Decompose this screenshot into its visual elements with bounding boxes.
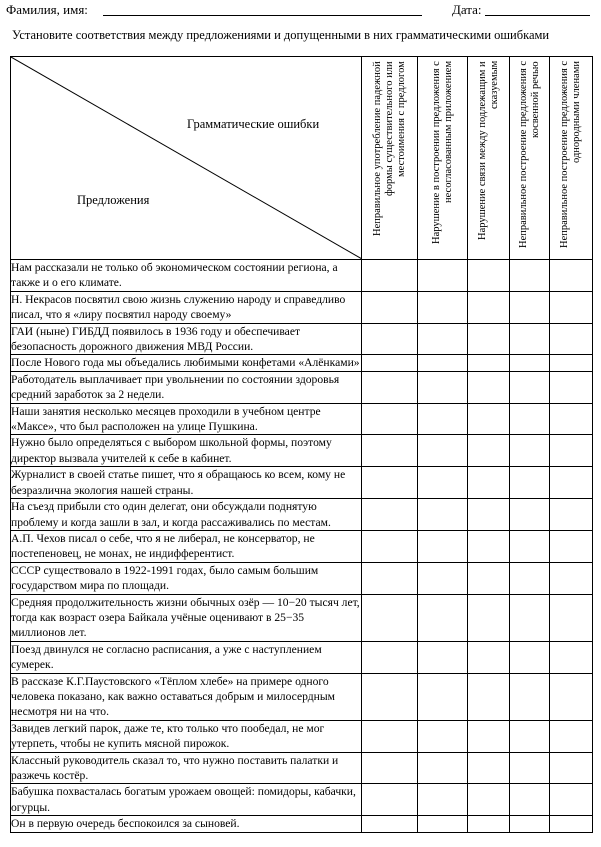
answer-cell[interactable] [468, 673, 510, 720]
diagonal-corner-cell [11, 57, 362, 260]
sentence-cell: Нужно было определяться с выбором школьной формы, поэтому директор вызвала учителей к себе в кабинет. [11, 435, 362, 467]
answer-cell[interactable] [362, 260, 418, 292]
matching-table [10, 56, 593, 833]
errors-axis-label: Грамматические ошибки [187, 117, 320, 131]
answer-cell[interactable] [362, 291, 418, 323]
answer-cell[interactable] [510, 594, 550, 641]
answer-cell[interactable] [468, 816, 510, 832]
answer-cell[interactable] [362, 435, 418, 467]
sentence-cell: Нам рассказали не только об экономическом состоянии региона, а также и о его климате. [11, 260, 362, 292]
sentence-cell: Он в первую очередь беспокоился за сыновей. [11, 816, 362, 832]
answer-cell[interactable] [468, 641, 510, 673]
table-row [11, 720, 593, 752]
answer-cell[interactable] [510, 499, 550, 531]
table-row [11, 530, 593, 562]
error-column-header [510, 57, 550, 260]
table-row [11, 467, 593, 499]
answer-cell[interactable] [418, 323, 468, 355]
answer-cell[interactable] [550, 355, 593, 371]
answer-cell[interactable] [418, 435, 468, 467]
answer-cell[interactable] [510, 435, 550, 467]
table-row [11, 641, 593, 673]
answer-cell[interactable] [550, 499, 593, 531]
answer-cell[interactable] [362, 720, 418, 752]
answer-cell[interactable] [550, 371, 593, 403]
table-row [11, 371, 593, 403]
answer-cell[interactable] [468, 355, 510, 371]
answer-cell[interactable] [510, 291, 550, 323]
answer-cell[interactable] [550, 435, 593, 467]
answer-cell[interactable] [550, 467, 593, 499]
error-column-header [362, 57, 418, 260]
answer-cell[interactable] [468, 784, 510, 816]
answer-cell[interactable] [362, 467, 418, 499]
answer-cell[interactable] [550, 323, 593, 355]
answer-cell[interactable] [550, 260, 593, 292]
answer-cell[interactable] [510, 403, 550, 435]
answer-cell[interactable] [468, 530, 510, 562]
answer-cell[interactable] [362, 816, 418, 832]
answer-cell[interactable] [468, 435, 510, 467]
sentence-cell: В рассказе К.Г.Паустовского «Тёплом хлебе» на примере одного человека показано, как важно оставаться добрым и милосердным несмотря ни на что. [11, 673, 362, 720]
error-column-header [468, 57, 510, 260]
table-row [11, 403, 593, 435]
answer-cell[interactable] [418, 291, 468, 323]
sentence-cell: Работодатель выплачивает при увольнении по состоянии здоровья средний заработок за 2 недели. [11, 371, 362, 403]
answer-cell[interactable] [362, 371, 418, 403]
date-label: Дата: [452, 2, 482, 17]
answer-cell[interactable] [468, 371, 510, 403]
date-blank-line[interactable] [485, 15, 590, 16]
sentence-cell: А.П. Чехов писал о себе, что я не либерал, не консерватор, не постепеновец, не монах, не индифферентист. [11, 530, 362, 562]
table-row [11, 673, 593, 720]
answer-cell[interactable] [468, 752, 510, 784]
error-column-label: Неправильное построение предложения с косвенной речью [517, 61, 541, 249]
answer-cell[interactable] [468, 594, 510, 641]
answer-cell[interactable] [418, 752, 468, 784]
answer-cell[interactable] [510, 371, 550, 403]
answer-cell[interactable] [418, 784, 468, 816]
answer-cell[interactable] [362, 499, 418, 531]
table-row [11, 816, 593, 832]
answer-cell[interactable] [468, 720, 510, 752]
error-column-label: Нарушение связи между подлежащим и сказуемым [476, 61, 500, 240]
answer-cell[interactable] [510, 467, 550, 499]
sentence-cell: Журналист в своей статье пишет, что я обращаюсь ко всем, кому не безразлична экология нашей страны. [11, 467, 362, 499]
table-row [11, 323, 593, 355]
answer-cell[interactable] [468, 562, 510, 594]
sentence-cell: Бабушка похвасталась богатым урожаем овощей: помидоры, кабачки, огурцы. [11, 784, 362, 816]
answer-cell[interactable] [418, 467, 468, 499]
sentence-cell: Средняя продолжительность жизни обычных озёр — 10−20 тысяч лет, тогда как возраст озера Байкала учёные оценивают в 25−35 миллионов лет. [11, 595, 360, 640]
answer-cell[interactable] [362, 641, 418, 673]
answer-cell[interactable] [468, 499, 510, 531]
answer-cell[interactable] [510, 720, 550, 752]
error-column-header [418, 57, 468, 260]
answer-cell[interactable] [418, 720, 468, 752]
table-row [11, 499, 593, 531]
sentence-cell: Поезд двинулся не согласно расписания, а уже с наступлением сумерек. [11, 641, 362, 673]
name-label: Фамилия, имя: [6, 2, 88, 17]
diagonal-line [11, 57, 362, 259]
sentences-axis-label: Предложения [77, 193, 150, 207]
answer-cell[interactable] [510, 260, 550, 292]
answer-cell[interactable] [362, 323, 418, 355]
answer-cell[interactable] [510, 355, 550, 371]
sentence-cell: СССР существовало в 1922-1991 годах, было самым большим государством мира по площади. [11, 562, 362, 594]
answer-cell[interactable] [362, 355, 418, 371]
answer-cell[interactable] [550, 641, 593, 673]
table-row [11, 260, 593, 292]
sentence-cell: Наши занятия несколько месяцев проходили в учебном центре «Максе», что был расположен на улице Пушкина. [11, 403, 362, 435]
answer-cell[interactable] [510, 641, 550, 673]
answer-cell[interactable] [550, 752, 593, 784]
sentence-cell: После Нового года мы объедались любимыми конфетами «Алёнками» [11, 356, 360, 370]
answer-cell[interactable] [550, 403, 593, 435]
answer-cell[interactable] [418, 673, 468, 720]
answer-cell[interactable] [510, 530, 550, 562]
table-row [11, 562, 593, 594]
sentence-cell: Классный руководитель сказал то, что нужно поставить палатки и разжечь костёр. [11, 752, 362, 784]
answer-cell[interactable] [418, 530, 468, 562]
table-row [11, 291, 593, 323]
answer-cell[interactable] [418, 260, 468, 292]
table-row [11, 752, 593, 784]
answer-cell[interactable] [550, 816, 593, 832]
error-column-label: Неправильное употребление падежной формы существительного или местоимения с предлогом [371, 61, 407, 236]
answer-cell[interactable] [418, 371, 468, 403]
answer-cell[interactable] [418, 816, 468, 832]
answer-cell[interactable] [510, 323, 550, 355]
answer-cell[interactable] [510, 784, 550, 816]
answer-cell[interactable] [550, 594, 593, 641]
answer-cell[interactable] [362, 673, 418, 720]
answer-cell[interactable] [510, 816, 550, 832]
answer-cell[interactable] [468, 467, 510, 499]
answer-cell[interactable] [362, 594, 418, 641]
answer-cell[interactable] [468, 291, 510, 323]
sentence-cell: Завидев легкий парок, даже те, кто только что пообедал, не мог утерпеть, чтобы не купить мясной пирожок. [11, 720, 362, 752]
name-blank-line[interactable] [103, 15, 422, 16]
answer-cell[interactable] [418, 355, 468, 371]
answer-cell[interactable] [510, 562, 550, 594]
sentence-cell: Н. Некрасов посвятил свою жизнь служению народу и справедливо писал, что я «лиру посвятил народу своему» [11, 291, 362, 323]
answer-cell[interactable] [550, 530, 593, 562]
sentence-cell: На съезд прибыли сто один делегат, они обсуждали поднятую проблему и когда зашли в зал, и когда рассаживались по местам. [11, 499, 362, 531]
answer-cell[interactable] [550, 673, 593, 720]
answer-cell[interactable] [550, 720, 593, 752]
answer-cell[interactable] [362, 752, 418, 784]
sentence-cell: ГАИ (ныне) ГИБДД появилось в 1936 году и обеспечивает безопасность дорожного движения МВД России. [11, 323, 362, 355]
error-column-label: Неправильное построение предложения с однородными членами [559, 61, 582, 249]
answer-cell[interactable] [468, 323, 510, 355]
answer-cell[interactable] [550, 291, 593, 323]
answer-cell[interactable] [550, 562, 593, 594]
table-row [11, 355, 593, 371]
error-column-header [550, 57, 593, 260]
answer-cell[interactable] [362, 403, 418, 435]
instruction-text: Установите соответствия между предложениями и допущенными в них грамматическими ошибками [12, 28, 550, 42]
answer-cell[interactable] [468, 403, 510, 435]
answer-cell[interactable] [510, 673, 550, 720]
answer-cell[interactable] [362, 530, 418, 562]
answer-cell[interactable] [362, 784, 418, 816]
answer-cell[interactable] [550, 784, 593, 816]
header-row [11, 57, 593, 260]
answer-cell[interactable] [362, 562, 418, 594]
error-column-label: Нарушение в построении предложения с несогласованным приложением [430, 61, 454, 244]
answer-cell[interactable] [418, 403, 468, 435]
answer-cell[interactable] [468, 260, 510, 292]
table-row [11, 784, 593, 816]
answer-cell[interactable] [510, 752, 550, 784]
answer-cell[interactable] [418, 562, 468, 594]
answer-cell[interactable] [418, 499, 468, 531]
answer-cell[interactable] [418, 594, 468, 641]
table-row [11, 435, 593, 467]
answer-cell[interactable] [418, 641, 468, 673]
table-row [11, 594, 593, 641]
